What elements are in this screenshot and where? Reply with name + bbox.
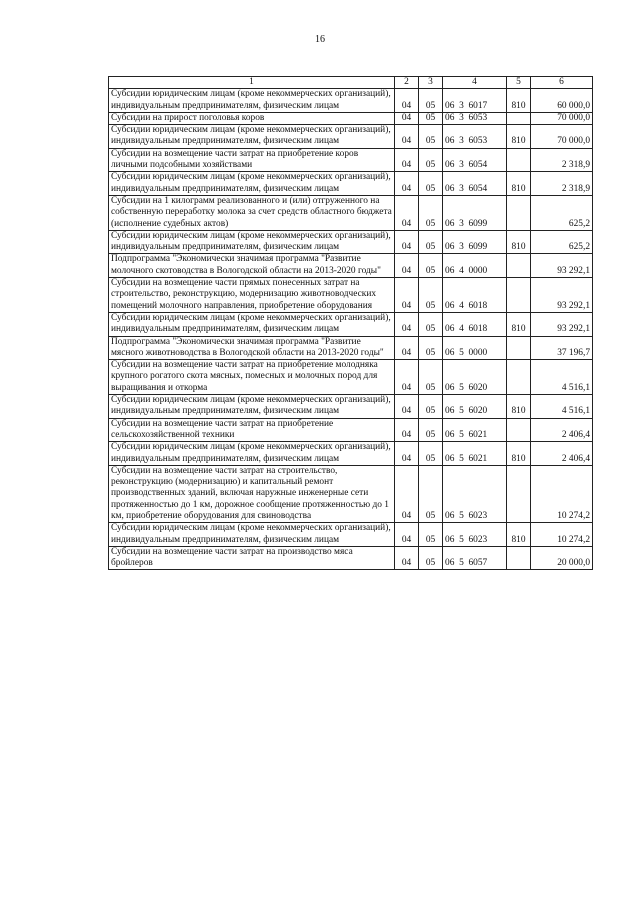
row-subsection: 05 xyxy=(419,148,443,172)
row-section: 04 xyxy=(395,546,419,570)
row-expense-type: 810 xyxy=(507,89,531,113)
header-col-4: 4 xyxy=(443,77,507,89)
row-subsection: 05 xyxy=(419,442,443,466)
row-section: 04 xyxy=(395,89,419,113)
row-subsection: 05 xyxy=(419,195,443,230)
row-name: Субсидии юридическим лицам (кроме некоммерческих организаций), индивидуальным предпринимателям, физическим лицам xyxy=(109,395,395,419)
header-row xyxy=(109,77,593,89)
row-expense-type: 810 xyxy=(507,442,531,466)
row-name: Субсидии юридическим лицам (кроме некоммерческих организаций), индивидуальным предпринимателям, физическим лицам xyxy=(109,442,395,466)
page-number: 16 xyxy=(315,34,325,45)
table-row xyxy=(109,546,593,570)
row-subsection: 05 xyxy=(419,546,443,570)
row-target-article: 06 5 6021 xyxy=(443,418,507,442)
row-section: 04 xyxy=(395,442,419,466)
table-row xyxy=(109,442,593,466)
row-expense-type: 810 xyxy=(507,523,531,547)
row-name: Субсидии юридическим лицам (кроме некоммерческих организаций), индивидуальным предпринимателям, физическим лицам xyxy=(109,125,395,149)
row-name: Подпрограмма "Экономически значимая программа "Развитие мясного животноводства в Вологодской области на 2013-2020 годы" xyxy=(109,336,395,360)
row-expense-type xyxy=(507,148,531,172)
row-target-article: 06 4 6018 xyxy=(443,312,507,336)
row-target-article: 06 5 6023 xyxy=(443,465,507,522)
row-section: 04 xyxy=(395,278,419,313)
row-amount: 93 292,1 xyxy=(531,312,593,336)
table-row xyxy=(109,125,593,149)
row-section: 04 xyxy=(395,523,419,547)
row-expense-type xyxy=(507,336,531,360)
row-section: 04 xyxy=(395,418,419,442)
row-name: Субсидии юридическим лицам (кроме некоммерческих организаций), индивидуальным предпринимателям, физическим лицам xyxy=(109,230,395,254)
row-expense-type xyxy=(507,546,531,570)
header-col-1: 1 xyxy=(109,77,395,89)
row-target-article: 06 3 6017 xyxy=(443,89,507,113)
row-amount: 93 292,1 xyxy=(531,254,593,278)
row-name: Субсидии юридическим лицам (кроме некоммерческих организаций), индивидуальным предпринимателям, физическим лицам xyxy=(109,89,395,113)
row-section: 04 xyxy=(395,125,419,149)
row-target-article: 06 5 6020 xyxy=(443,395,507,419)
header-col-3: 3 xyxy=(419,77,443,89)
row-amount: 10 274,2 xyxy=(531,465,593,522)
row-expense-type xyxy=(507,278,531,313)
row-subsection: 05 xyxy=(419,230,443,254)
row-amount: 37 196,7 xyxy=(531,336,593,360)
table-body xyxy=(109,89,593,570)
row-target-article: 06 4 0000 xyxy=(443,254,507,278)
row-target-article: 06 5 6023 xyxy=(443,523,507,547)
row-subsection: 05 xyxy=(419,89,443,113)
row-subsection: 05 xyxy=(419,418,443,442)
row-amount: 70 000,0 xyxy=(531,112,593,124)
table-row xyxy=(109,465,593,522)
row-section: 04 xyxy=(395,395,419,419)
row-name: Субсидии на 1 килограмм реализованного и (или) отгруженного на собственную переработку молока за счет средств областного бюджета (исполнение судебных актов) xyxy=(109,195,395,230)
row-section: 04 xyxy=(395,465,419,522)
row-name: Субсидии юридическим лицам (кроме некоммерческих организаций), индивидуальным предпринимателям, физическим лицам xyxy=(109,172,395,196)
row-target-article: 06 4 6018 xyxy=(443,278,507,313)
table-row xyxy=(109,195,593,230)
table-row xyxy=(109,112,593,124)
row-amount: 10 274,2 xyxy=(531,523,593,547)
table-row xyxy=(109,523,593,547)
row-subsection: 05 xyxy=(419,172,443,196)
row-target-article: 06 3 6099 xyxy=(443,230,507,254)
row-subsection: 05 xyxy=(419,125,443,149)
row-name: Субсидии на возмещение части затрат на приобретение молодняка крупного рогатого скота мясных, помесных и молочных пород для выращивания и откорма xyxy=(109,360,395,395)
table-row xyxy=(109,395,593,419)
table-row xyxy=(109,418,593,442)
table-row xyxy=(109,336,593,360)
row-name: Субсидии на возмещение части затрат на приобретение сельскохозяйственной техники xyxy=(109,418,395,442)
row-name: Субсидии на возмещение части прямых понесенных затрат на строительство, реконструкцию, модернизацию животноводческих помещений молочного направления, приобретение оборудования xyxy=(109,278,395,313)
row-name: Субсидии на возмещение части затрат на производство мяса бройлеров xyxy=(109,546,395,570)
row-amount: 625,2 xyxy=(531,230,593,254)
row-amount: 2 406,4 xyxy=(531,442,593,466)
row-amount: 2 318,9 xyxy=(531,148,593,172)
row-amount: 20 000,0 xyxy=(531,546,593,570)
row-section: 04 xyxy=(395,195,419,230)
row-subsection: 05 xyxy=(419,523,443,547)
table-row xyxy=(109,89,593,113)
row-target-article: 06 3 6053 xyxy=(443,112,507,124)
header-col-5: 5 xyxy=(507,77,531,89)
row-amount: 4 516,1 xyxy=(531,360,593,395)
row-expense-type xyxy=(507,254,531,278)
table-row xyxy=(109,172,593,196)
row-target-article: 06 5 6057 xyxy=(443,546,507,570)
row-section: 04 xyxy=(395,360,419,395)
row-section: 04 xyxy=(395,312,419,336)
table-row xyxy=(109,360,593,395)
row-subsection: 05 xyxy=(419,312,443,336)
row-name: Подпрограмма "Экономически значимая программа "Развитие молочного скотоводства в Вологодской области на 2013-2020 годы" xyxy=(109,254,395,278)
row-amount: 625,2 xyxy=(531,195,593,230)
row-expense-type: 810 xyxy=(507,125,531,149)
row-name: Субсидии юридическим лицам (кроме некоммерческих организаций), индивидуальным предпринимателям, физическим лицам xyxy=(109,523,395,547)
row-subsection: 05 xyxy=(419,395,443,419)
row-expense-type: 810 xyxy=(507,395,531,419)
row-amount: 93 292,1 xyxy=(531,278,593,313)
row-section: 04 xyxy=(395,112,419,124)
header-col-6: 6 xyxy=(531,77,593,89)
row-expense-type xyxy=(507,465,531,522)
row-section: 04 xyxy=(395,230,419,254)
budget-table xyxy=(108,76,593,570)
row-amount: 4 516,1 xyxy=(531,395,593,419)
table-row xyxy=(109,278,593,313)
row-section: 04 xyxy=(395,336,419,360)
table-row xyxy=(109,312,593,336)
row-amount: 2 406,4 xyxy=(531,418,593,442)
row-name: Субсидии юридическим лицам (кроме некоммерческих организаций), индивидуальным предпринимателям, физическим лицам xyxy=(109,312,395,336)
header-col-2: 2 xyxy=(395,77,419,89)
row-amount: 2 318,9 xyxy=(531,172,593,196)
row-name: Субсидии на возмещение части затрат на приобретение коров личными подсобными хозяйствами xyxy=(109,148,395,172)
row-expense-type xyxy=(507,195,531,230)
row-section: 04 xyxy=(395,148,419,172)
row-subsection: 05 xyxy=(419,112,443,124)
row-target-article: 06 5 6021 xyxy=(443,442,507,466)
row-target-article: 06 3 6053 xyxy=(443,125,507,149)
row-subsection: 05 xyxy=(419,465,443,522)
row-section: 04 xyxy=(395,172,419,196)
row-name: Субсидии на прирост поголовья коров xyxy=(109,112,395,124)
row-subsection: 05 xyxy=(419,336,443,360)
row-expense-type: 810 xyxy=(507,172,531,196)
row-target-article: 06 3 6054 xyxy=(443,148,507,172)
row-subsection: 05 xyxy=(419,278,443,313)
table-row xyxy=(109,230,593,254)
row-subsection: 05 xyxy=(419,360,443,395)
row-amount: 60 000,0 xyxy=(531,89,593,113)
row-target-article: 06 3 6054 xyxy=(443,172,507,196)
row-expense-type: 810 xyxy=(507,312,531,336)
row-subsection: 05 xyxy=(419,254,443,278)
row-target-article: 06 5 6020 xyxy=(443,360,507,395)
row-expense-type: 810 xyxy=(507,230,531,254)
row-expense-type xyxy=(507,360,531,395)
row-expense-type xyxy=(507,112,531,124)
row-target-article: 06 5 0000 xyxy=(443,336,507,360)
table-row xyxy=(109,148,593,172)
row-target-article: 06 3 6099 xyxy=(443,195,507,230)
row-expense-type xyxy=(507,418,531,442)
row-name: Субсидии на возмещение части затрат на строительство, реконструкцию (модернизацию) и капитальный ремонт производственных зданий, включая наружные инженерные сети протяженностью до 1 км, дорожное сообщение протяженностью до 1 км, приобретение оборудования для свиноводства xyxy=(109,465,395,522)
table-row xyxy=(109,254,593,278)
row-section: 04 xyxy=(395,254,419,278)
row-amount: 70 000,0 xyxy=(531,125,593,149)
